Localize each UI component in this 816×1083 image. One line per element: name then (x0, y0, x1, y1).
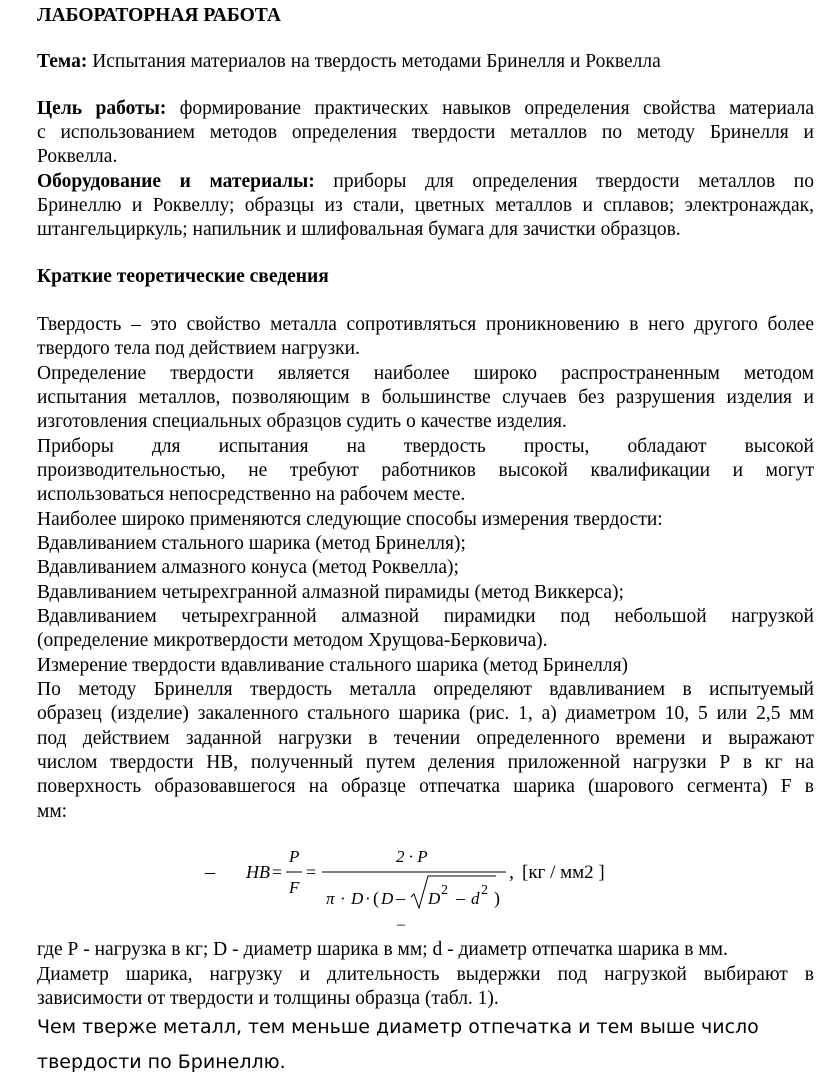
formula-d-small: d (471, 889, 480, 908)
theory-line: использоваться непосредственно на рабочем месте. (37, 484, 466, 505)
note-line: твердости по Бринеллю. (37, 1051, 286, 1073)
equipment-line-1: Оборудование и материалы: приборы для определения твердости металлов по (37, 171, 814, 192)
theory-line: (определение микротвердости методом Хрущова-Берковича). (37, 630, 548, 651)
formula-den-f: F (289, 878, 300, 897)
formula-close-paren: ) (494, 888, 500, 908)
topic-line (37, 50, 661, 74)
formula-d-big-3: D (428, 889, 441, 908)
theory-line: Вдавливанием алмазного конуса (метод Роквелла); (37, 557, 459, 578)
formula-minus-2: – (456, 888, 465, 908)
theory-line: производительностью, не требуют работников высокой квалификации и могут (37, 460, 814, 481)
formula-num-p: P (289, 847, 300, 866)
formula-pi: π (326, 889, 335, 908)
document-title: ЛАБОРАТОРНАЯ РАБОТА (37, 5, 281, 26)
equipment-label: Оборудование и материалы: (37, 171, 315, 192)
theory-line: твердого тела под действием нагрузки. (37, 338, 360, 359)
theory-line: Измерение твердости вдавливание стального шарика (метод Бринелля) (37, 655, 629, 676)
note-line: Чем тверже металл, тем меньше диаметр отпечатка и тем выше число (37, 1016, 759, 1038)
formula-open-paren: ( (373, 888, 379, 908)
formula-dot: · (340, 889, 346, 908)
formula-minus: – (396, 888, 405, 908)
theory-line: под действием заданной нагрузки в течении определенного времени и выражают (37, 728, 814, 749)
after-line: Диаметр шарика, нагрузку и длительность выдержки под нагрузкой выбирают в (37, 964, 814, 985)
goal-line-3: Роквелла. (37, 146, 118, 167)
formula-underscore: – (397, 916, 405, 933)
formula-d-big-2: D (381, 889, 394, 908)
formula-num-2p: 2 · P (396, 847, 428, 866)
theory-line: Вдавливанием четырехгранной алмазной пирамиды (метод Виккерса); (37, 582, 624, 603)
after-line: где Р - нагрузка в кг; D - диаметр шарика в мм; d - диаметр отпечатка шарика в мм. (37, 939, 728, 960)
theory-line: мм: (37, 801, 68, 822)
theory-heading: Краткие теоретические сведения (37, 266, 329, 287)
formula-eq-1: = (272, 862, 283, 882)
after-line: зависимости от твердости и толщины образца (табл. 1). (37, 988, 499, 1009)
theory-line: поверхность образовавшегося на образце отпечатка шарика (шарового сегмента) F в (37, 776, 814, 797)
theory-line: Приборы для испытания на твердость просты, обладают высокой (37, 436, 814, 457)
goal-label: Цель работы: (37, 98, 167, 119)
goal-line-1: Цель работы: формирование практических навыков определения свойства материала (37, 98, 814, 119)
formula-units: [кг / мм2 ] (522, 862, 605, 883)
theory-line: Твердость – это свойство металла сопротивляться проникновению в него другого более (37, 314, 814, 335)
topic-text: Испытания материалов на твердость методами Бринелля и Роквелла (87, 51, 661, 72)
theory-line: изготовления специальных образцов судить о качестве изделия. (37, 411, 567, 432)
formula-exp-1: 2 (441, 883, 448, 898)
formula-dash: – (205, 861, 215, 883)
theory-line: Определение твердости является наиболее широко распространенным методом (37, 363, 814, 384)
formula-exp-2: 2 (481, 883, 488, 898)
theory-line: По методу Бринелля твердость металла определяют вдавливанием в испытуемый (37, 679, 814, 700)
formula-hb: HB (246, 862, 270, 882)
brinell-formula (0, 840, 816, 936)
theory-line: образец (изделие) закаленного стального шарика (рис. 1, а) диаметром 10, 5 или 2,5 мм (37, 703, 814, 724)
theory-line: числом твердости НВ, полученный путем деления приложенной нагрузки Р в кг на (37, 752, 814, 773)
formula-eq-2: = (306, 862, 317, 882)
theory-line: испытания металлов, позволяющим в большинстве случаев без разрушения изделия и (37, 387, 814, 408)
goal-line-2: с использованием методов определения твердости металлов по методу Бринелля и (37, 122, 814, 143)
formula-dot-2: · (365, 889, 371, 908)
theory-line: Вдавливанием четырехгранной алмазной пирамидки под небольшой нагрузкой (37, 606, 814, 627)
equipment-line-2: Бринеллю и Роквеллу; образцы из стали, цветных металлов и сплавов; электронаждак, (37, 195, 814, 216)
equipment-line-3: штангельциркуль; напильник и шлифовальная бумага для зачистки образцов. (37, 219, 681, 240)
topic-label: Тема: (37, 51, 88, 72)
formula-d-big: D (351, 889, 364, 908)
theory-line: Вдавливанием стального шарика (метод Бринелля); (37, 533, 466, 554)
formula-comma: , (509, 861, 514, 883)
theory-line: Наиболее широко применяются следующие способы измерения твердости: (37, 509, 663, 530)
